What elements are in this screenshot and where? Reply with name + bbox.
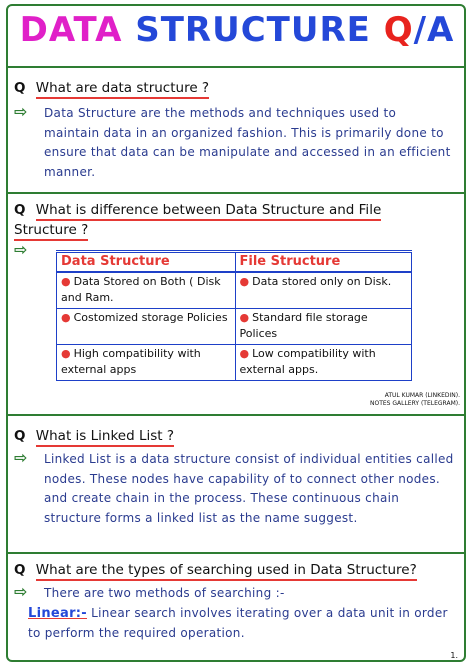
page-number: 1. (450, 651, 458, 660)
arrow-icon: ⇨ (14, 240, 28, 259)
q3-heading (14, 428, 174, 444)
table-header: File Structure (235, 252, 412, 273)
q2-heading (14, 200, 434, 240)
arrow-icon: ⇨ (14, 582, 28, 601)
cell-text: Data Stored on Both ( Disk and Ram. (61, 275, 221, 304)
table-header-row (57, 252, 412, 273)
cell-text: Standard file storage Polices (239, 311, 368, 340)
q3-answer: Linked List is a data structure consist of individual entities called nodes. These nodes have capability of to connect other nodes. and create chain in the process. These continuous chain structure forms a linked list as the name suggest. (44, 452, 454, 525)
table-row (57, 309, 412, 345)
section-q3 (8, 414, 464, 552)
table-cell (235, 309, 412, 345)
q4-mark: Q (14, 562, 26, 578)
bullet-icon: ● (61, 311, 71, 324)
bullet-icon: ● (239, 275, 250, 288)
q4-question: What are the types of searching used in Data Structure? (36, 562, 417, 581)
bullet-icon: ● (61, 275, 71, 288)
table-header: Data Structure (57, 252, 236, 273)
arrow-icon: ⇨ (14, 102, 28, 121)
table-cell (57, 309, 236, 345)
q2-mark: Q (14, 202, 26, 218)
credit-linkedin: ATUL KUMAR (LINKEDIN). (384, 392, 460, 399)
cell-text: Low compatibility with external apps. (239, 347, 376, 376)
bullet-icon: ● (239, 311, 250, 324)
section-q1 (8, 66, 464, 192)
bullet-icon: ● (61, 347, 71, 360)
q4-linear (28, 604, 454, 643)
table-cell (57, 345, 236, 381)
linear-text: Linear search involves iterating over a data unit in order to perform the required operation. (28, 606, 448, 640)
comparison-table (56, 250, 412, 381)
table-cell (57, 272, 236, 309)
q2-question: What is difference between Data Structure and File Structure ? (14, 202, 381, 241)
title-q: Q (383, 10, 414, 50)
q4-intro: There are two methods of searching :- (44, 586, 285, 600)
page-title (0, 10, 474, 50)
q1-question: What are data structure ? (36, 80, 209, 99)
table-cell (235, 272, 412, 309)
arrow-icon: ⇨ (14, 448, 28, 467)
title-a: /A (413, 10, 455, 50)
credit-telegram: NOTES GALLERY (TELEGRAM). (369, 400, 460, 407)
q3-question: What is Linked List ? (36, 428, 174, 447)
q1-answer: Data Structure are the methods and techniques used to maintain data in an organized fashion. This is primarily done to ensure that data can be manipulate and accessed in an efficient manner. (44, 106, 451, 179)
title-structure: STRUCTURE (135, 10, 371, 50)
cell-text: High compatibility with external apps (61, 347, 201, 376)
cell-text: Data stored only on Disk. (252, 275, 392, 288)
q3-mark: Q (14, 428, 26, 444)
cell-text: Costomized storage Policies (73, 311, 228, 324)
section-q4 (8, 552, 464, 660)
table-cell (235, 345, 412, 381)
q4-heading (14, 562, 417, 578)
title-data: DATA (19, 10, 123, 50)
table-row (57, 272, 412, 309)
linear-label: Linear:- (28, 606, 87, 621)
table-row (57, 345, 412, 381)
bullet-icon: ● (239, 347, 250, 360)
q1-mark: Q (14, 80, 26, 96)
q1-heading (14, 80, 209, 96)
